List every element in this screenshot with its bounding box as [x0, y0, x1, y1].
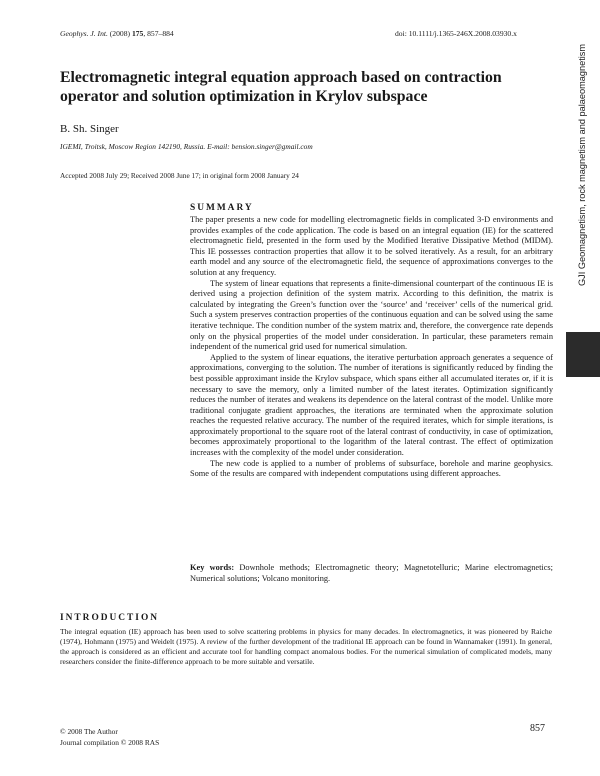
journal-year: (2008)	[109, 29, 131, 38]
author-name: B. Sh. Singer	[60, 123, 119, 135]
journal-name: Geophys. J. Int.	[60, 29, 108, 38]
page-number: 857	[530, 723, 545, 734]
author-affiliation: IGEMI, Troitsk, Moscow Region 142190, Russia. E-mail: bension.singer@gmail.com	[60, 142, 313, 151]
summary-paragraph: The new code is applied to a number of problems of subsurface, borehole and marine geophysics. Some of the results are compared with independent computations using different approaches.	[190, 458, 553, 479]
summary-body	[190, 215, 553, 480]
publication-dates: Accepted 2008 July 29; Received 2008 June 17; in original form 2008 January 24	[60, 171, 299, 180]
article-title: Electromagnetic integral equation approach based on contraction operator and solution optimization in Krylov subspace	[60, 69, 502, 105]
footer-copyright	[60, 726, 159, 748]
copyright-line: © 2008 The Author	[60, 727, 118, 736]
section-side-tab	[566, 332, 600, 377]
journal-volume: 175	[131, 29, 144, 38]
summary-paragraph: Applied to the system of linear equations, the iterative perturbation approach generates a sequence of approximations, converging to the solution. The number of iterations is significantly reduced by finding the best possible approximant inside the Krylov subspace, which spans either all accumulated iterates or, if it is necessary to save the memory, only a limited number of the latest iterates. Optimization significantly reduces the number of iterates and weakens its dependence on the lateral contrast of the model. Unlike more traditional conjugate gradient approaches, the iterations are terminated when the approximate solution reaches the requested relative accuracy. The number of the required iterates, which for simple iterations, is approximately proportional to the square root of the lateral contrast of conductivity, in case of optimization, becomes approximately proportional to the logarithm of the lateral contrast. The effect of optimization increases with the complexity of the model under consideration.	[190, 352, 553, 458]
introduction-heading: INTRODUCTION	[60, 613, 160, 623]
introduction-body: The integral equation (IE) approach has been used to solve scattering problems in physics for many decades. In electromagnetics, it was pioneered by Raiche (1974), Hohmann (1975) and Weidelt (1975). A review of the further development of the traditional IE approach can be found in Wannamaker (1991). In general, the approach is considered as an efficient and accurate tool for handling compact anomalous bodies. For the numerical simulation of complicated models, many researchers consider the finite-difference approach to be more suitable and versatile.	[60, 627, 552, 667]
summary-paragraph: The system of linear equations that represents a finite-dimensional counterpart of the continuous IE is derived using a projection definition of the system matrix. According to this definition, the matrix is calculated by integrating the Green’s function over the ‘source’ and ‘receiver’ cells of the numerical grid. Such a system preserves contraction properties of the continuous equation and can be solved using the same iterative technique. The condition number of the system matrix and, therefore, the convergence rate depends only on the physical properties of the model under consideration. In particular, these parameters remain independent of the numerical grid used for numerical simulation.	[190, 278, 553, 352]
compilation-line: Journal compilation © 2008 RAS	[60, 738, 160, 747]
running-header-doi: doi: 10.1111/j.1365-246X.2008.03930.x	[395, 29, 517, 38]
summary-heading: SUMMARY	[190, 203, 254, 213]
journal-pages: , 857–884	[143, 29, 174, 38]
keywords-list: Downhole methods; Electromagnetic theory; Magnetotelluric; Marine electromagnetics; Numerical solutions; Volcano monitoring.	[190, 563, 553, 583]
summary-paragraph: The paper presents a new code for modelling electromagnetic fields in complicated 3-D environments and provides examples of the code application. The code is based on an integral equation (IE) for the scattered electromagnetic field, presented in the form used by the Modified Iterative Dissipative Method (MIDM). This IE possesses contraction properties that allow it to be solved iteratively. As a result, for an arbitrary earth model and any source of the electromagnetic field, the sequence of approximations converges to the solution at any frequency.	[190, 215, 553, 277]
keywords	[190, 563, 553, 584]
keywords-label: Key words:	[190, 563, 235, 572]
section-side-label: GJI Geomagnetism, rock magnetism and palaeomagnetism	[577, 44, 587, 287]
running-header-citation	[60, 29, 174, 38]
